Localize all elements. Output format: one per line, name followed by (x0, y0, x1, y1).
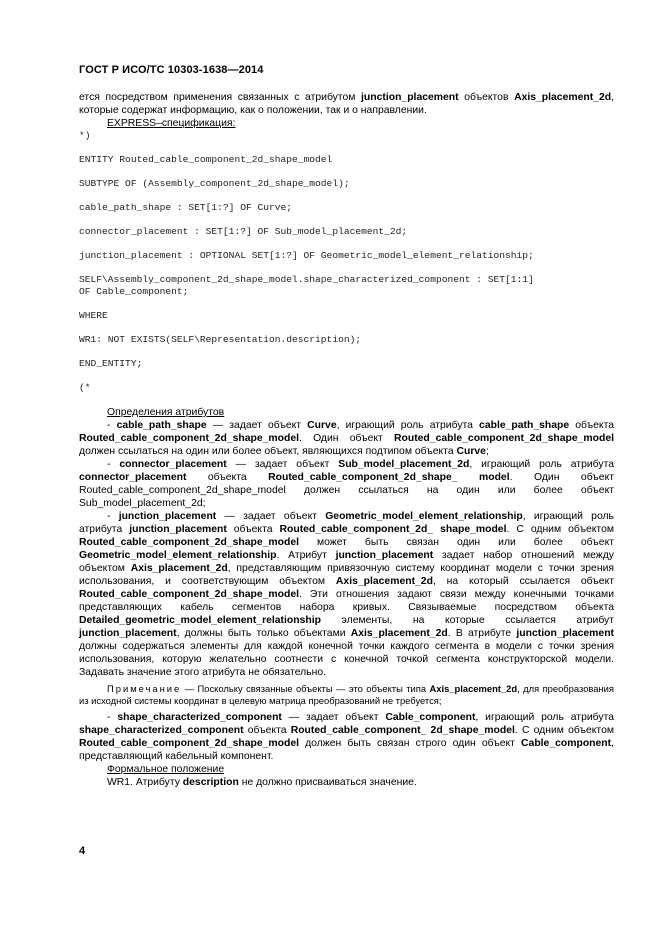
code-line: *) (79, 130, 91, 141)
code-line: END_ENTITY; (79, 358, 143, 369)
note-paragraph: Примечание — Поскольку связанные объекты — это объекты типа Axis_placement_2d, для преобразования из исходной системы координат в целевую матрица преобразований не требуется; (79, 683, 614, 706)
attributes-heading: Определения атрибутов (107, 407, 225, 418)
code-line: SUBTYPE OF (Assembly_component_2d_shape_model); (79, 178, 350, 189)
attribute-connector-placement: - connector_placement — задает объект Sub_model_placement_2d, играющий роль атрибута connector_placement объекта Routed_cable_component_2d_shape_ model. Один объект Routed_cable_component_2d_shape_model должен ссылаться на один или более объект Sub_model_placement_2d; (79, 459, 615, 509)
express-heading: EXPRESS–спецификация: (107, 118, 236, 129)
attribute-cable-path-shape: - cable_path_shape — задает объект Curve, играющий роль атрибута cable_path_shape объекта Routed_cable_component_2d_shape_model. Один объект Routed_cable_component_2d_shape_model должен ссылаться на один или более объект, являющихся подтипом объекта Curve; (79, 420, 614, 457)
attribute-shape-characterized-component: - shape_characterized_component — задает объект Cable_component, играющий роль атрибута shape_characterized_component объекта Routed_cable_component_ 2d_shape_model. С одним объектом Routed_cable_component_2d_shape_model должен быть связан строго один объект Cable_component, представляющий кабельный компонент. (79, 712, 614, 762)
document-header: ГОСТ Р ИСО/ТС 10303-1638—2014 (79, 64, 264, 76)
note-label: Примечание (107, 683, 182, 694)
code-line: WR1: NOT EXISTS(SELF\Representation.description); (79, 334, 362, 345)
code-line: ENTITY Routed_cable_component_2d_shape_model (79, 154, 333, 165)
code-line: WHERE (79, 310, 108, 321)
intro-paragraph: ется посредством применения связанных с атрибутом junction_placement объектов Axis_placement_2d, которые содержат информацию, как о положении, так и о направлении. (79, 92, 614, 116)
formal-heading: Формальное положение (107, 764, 225, 775)
code-line: junction_placement : OPTIONAL SET[1:?] OF Geometric_model_element_relationship; (79, 250, 534, 261)
page-number: 4 (79, 845, 86, 857)
code-line: SELF\Assembly_component_2d_shape_model.shape_characterized_component : SET[1:1] OF Cable_component; (79, 274, 534, 297)
code-line: connector_placement : SET[1:?] OF Sub_model_placement_2d; (79, 226, 408, 237)
attribute-junction-placement: - junction_placement — задает объект Geometric_model_element_relationship, играющий роль атрибута junction_placement объекта Routed_cable_component_2d_ shape_model. С одним объектом Routed_cable_component_2d_shape_model может быть связан один или более объект Geometric_model_element_relationship. Атрибут junction_placement задает набор отношений между объектом Axis_placement_2d, представляющим привязочную систему координат модели с точки зрения использования, и соответствующим объектом Axis_placement_2d, на который ссылается объект Routed_cable_component_2d_shape_model. Эти отношения задают связи между конечными точками представляющих кабель сегментов набора кривых. Связываемые посредством объекта Detailed_geometric_model_element_relationship элементы, на которые ссылается атрибут junction_placement, должны быть только объектами Axis_placement_2d. В атрибуте junction_placement должны содержаться элементы для каждой конечной точки каждого сегмента в модели с точки зрения использования, которую желательно соотнести с конечной точкой сегмента конструкторской модели. Задавать значение этого атрибута не обязательно. (79, 511, 614, 678)
wr1-paragraph: WR1. Атрибуту description не должно присваиваться значение. (107, 777, 417, 788)
document-body (79, 91, 614, 789)
code-line: (* (79, 382, 91, 393)
code-line: cable_path_shape : SET[1:?] OF Curve; (79, 202, 293, 213)
